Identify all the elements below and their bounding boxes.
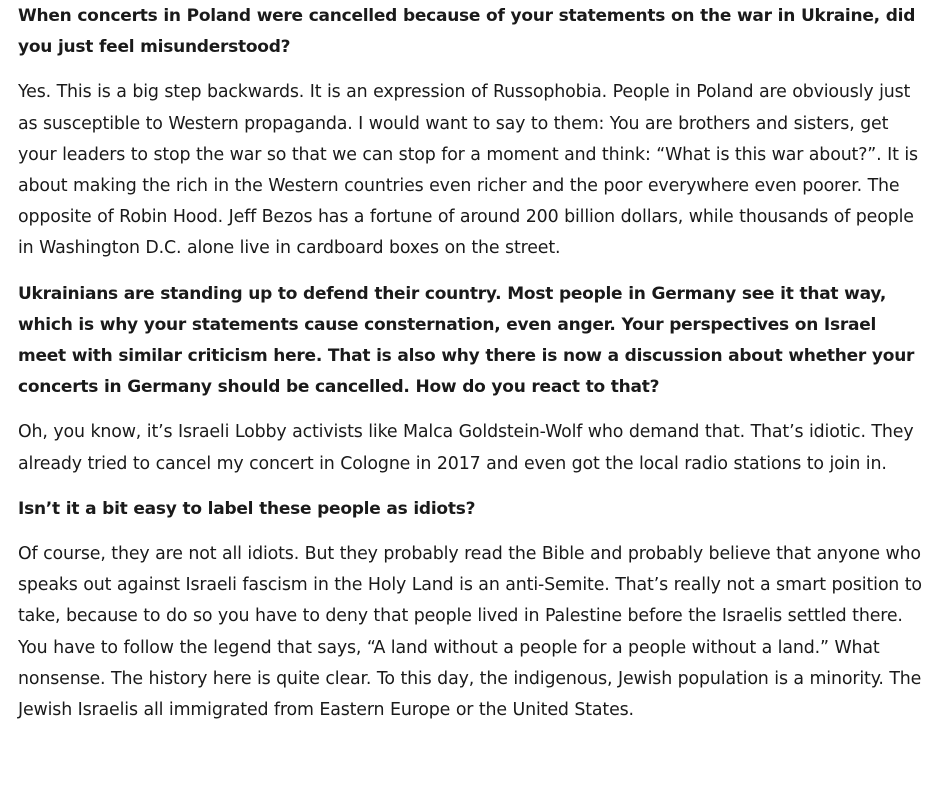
interview-answer: Yes. This is a big step backwards. It is an expression of Russophobia. People in Poland are obviously just as susceptible to Western propaganda. I would want to say to them: You are brothers and sisters, get your leaders to stop the war so that we can stop for a moment and think: “What is this war about?”. It is about making the rich in the Western countries even richer and the poor everywhere even poorer. The opposite of Robin Hood. Jeff Bezos has a fortune of around 200 billion dollars, while thousands of people in Washington D.C. alone live in cardboard boxes on the street. [18,82,918,259]
interview-answer: Of course, they are not all idiots. But they probably read the Bible and probably believe that anyone who speaks out against Israeli fascism in the Holy Land is an anti-Semite. That’s really not a smart position to take, because to do so you have to deny that people lived in Palestine before the Israelis settled there. You have to follow the legend that says, “A land without a people for a people without a land.” What nonsense. The history here is quite clear. To this day, the indigenous, Jewish population is a minority. The Jewish Israelis all immigrated from Eastern Europe or the United States. [18,544,922,721]
interview-answer: Oh, you know, it’s Israeli Lobby activists like Malca Goldstein-Wolf who demand that. That’s idiotic. They already tried to cancel my concert in Cologne in 2017 and even got the local radio stations to join in. [18,422,914,474]
interview-question: When concerts in Poland were cancelled because of your statements on the war in Ukraine, did you just feel misunderstood? [18,6,916,58]
interview-question: Isn’t it a bit easy to label these people as idiots? [18,498,476,519]
interview-question: Ukrainians are standing up to defend their country. Most people in Germany see it that way, which is why your statements cause consternation, even anger. Your perspectives on Israel meet with similar criticism here. That is also why there is now a discussion about whether your concerts in Germany should be cancelled. How do you react to that? [18,283,915,398]
